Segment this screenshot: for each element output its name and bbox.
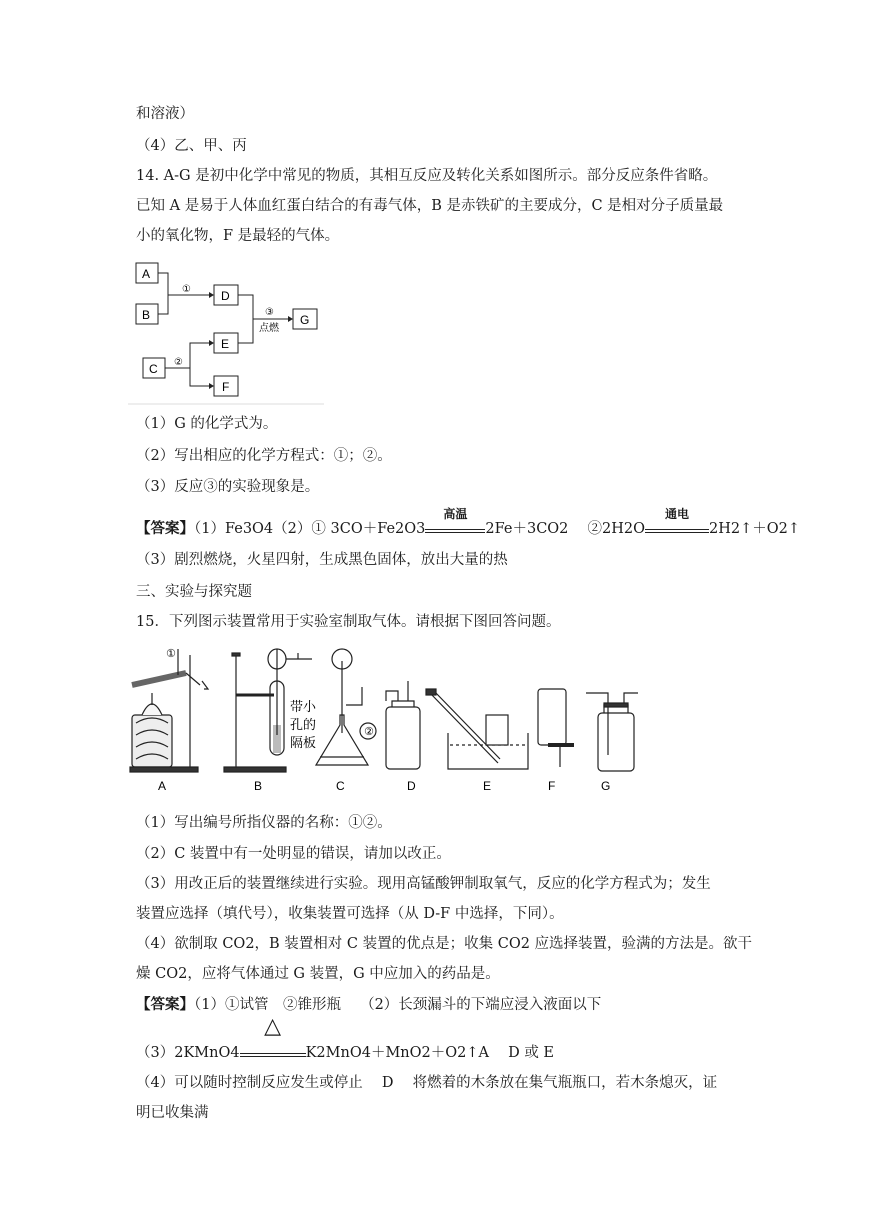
apparatus-label-d: D	[407, 779, 416, 793]
lab-apparatus-figure	[128, 645, 648, 795]
answer-14-equations	[136, 507, 801, 539]
answer-15-line-1: （1）①试管 ②锥形瓶 （2）长颈漏斗的下端应浸入液面以下	[194, 997, 602, 1013]
apparatus-label-f: F	[548, 779, 556, 793]
apparatus-label-a: A	[158, 779, 167, 793]
apparatus-label-e: E	[483, 779, 492, 793]
box-label-c: C	[149, 362, 158, 376]
question-14-part-2: （2）写出相应的化学方程式：①；②。	[136, 448, 392, 464]
answer-14-part-a: （1）Fe3O4（2）① 3CO＋Fe2O3	[194, 521, 426, 537]
answer-label: 【答案】	[136, 996, 194, 1013]
equation-condition-electrolysis	[645, 507, 709, 533]
equation-condition-heating	[425, 507, 485, 533]
answer-15-part-4a: （4）可以随时控制反应发生或停止 D 将燃着的木条放在集气瓶瓶口，若木条熄灭，证	[136, 1075, 718, 1091]
section-heading-experiments: 三、实验与探究题	[136, 584, 252, 600]
question-14-known-2: 小的氧化物，F 是最轻的气体。	[136, 228, 340, 244]
reaction-diagram	[128, 256, 328, 406]
box-label-d: D	[221, 289, 230, 303]
apparatus-number-2: ②	[364, 726, 374, 738]
box-label-e: E	[221, 337, 230, 351]
question-15-part-4a: （4）欲制取 CO2，B 装置相对 C 装置的优点是；收集 CO2 应选择装置，验满的方法是。欲干	[136, 936, 753, 952]
reaction-2-marker: ②	[174, 357, 183, 368]
question-14-known-1: 已知 A 是易于人体血红蛋白结合的有毒气体，B 是赤铁矿的主要成分，C 是相对分子质量最	[136, 198, 724, 214]
reaction-3-marker: ③	[265, 307, 274, 318]
apparatus-label-c: C	[336, 779, 345, 793]
question-15-part-3b: 装置应选择（填代号），收集装置可选择（从 D-F 中选择，下同）。	[136, 906, 564, 922]
equation-condition-heat	[240, 1014, 306, 1057]
answer-label: 【答案】	[136, 520, 194, 537]
box-label-b: B	[142, 308, 151, 322]
condition-electricity: 通电	[664, 507, 689, 521]
plate-label-2: 孔的	[290, 717, 317, 732]
reaction-3-condition: 点燃	[259, 323, 279, 334]
answer-14-part-3: （3）剧烈燃烧，火星四射，生成黑色固体，放出大量的热	[136, 552, 508, 568]
question-14-intro: 14. A-G 是初中化学中常见的物质，其相互反应及转化关系如图所示。部分反应条件省略。	[136, 168, 718, 184]
answer-15-reactant: （3）2KMnO4	[136, 1045, 240, 1061]
question-14-part-1: （1）G 的化学式为。	[136, 416, 278, 432]
question-15-part-2: （2）C 装置中有一处明显的错误，请加以改正。	[136, 846, 451, 862]
reaction-1-marker: ①	[182, 284, 191, 295]
question-15-part-1: （1）写出编号所指仪器的名称：①②。	[136, 815, 392, 831]
answer-15-products: K2MnO4＋MnO2＋O2↑A D 或 E	[305, 1045, 555, 1061]
plate-label-3: 隔板	[290, 735, 317, 750]
condition-high-temp: 高温	[443, 507, 468, 521]
question-15-part-4b: 燥 CO2，应将气体通过 G 装置，G 中应加入的药品是。	[136, 966, 500, 982]
answer-15-part-1-2	[136, 995, 601, 1015]
apparatus-number-1: ①	[166, 648, 176, 660]
question-14-part-3: （3）反应③的实验现象是。	[136, 479, 320, 495]
box-label-a: A	[142, 267, 151, 281]
box-label-g: G	[300, 313, 310, 327]
text-line-1: 和溶液）	[136, 106, 194, 122]
text-line-2: （4）乙、甲、丙	[136, 138, 247, 154]
condition-heat-symbol: △	[264, 1014, 282, 1039]
plate-label-1: 带小	[290, 699, 317, 714]
answer-15-part-4b: 明已收集满	[136, 1105, 209, 1121]
question-15-intro: 15．下列图示装置常用于实验室制取气体。请根据下图回答问题。	[136, 614, 561, 630]
apparatus-label-g: G	[601, 779, 611, 793]
box-label-f: F	[222, 380, 230, 394]
answer-14-part-c: 2H2↑＋O2↑	[709, 521, 801, 537]
question-15-part-3a: （3）用改正后的装置继续进行实验。现用高锰酸钾制取氧气，反应的化学方程式为；发生	[136, 876, 711, 892]
answer-15-part-3	[136, 1014, 555, 1063]
answer-14-part-b: 2Fe＋3CO2 ②2H2O	[485, 521, 645, 537]
apparatus-label-b: B	[254, 779, 263, 793]
